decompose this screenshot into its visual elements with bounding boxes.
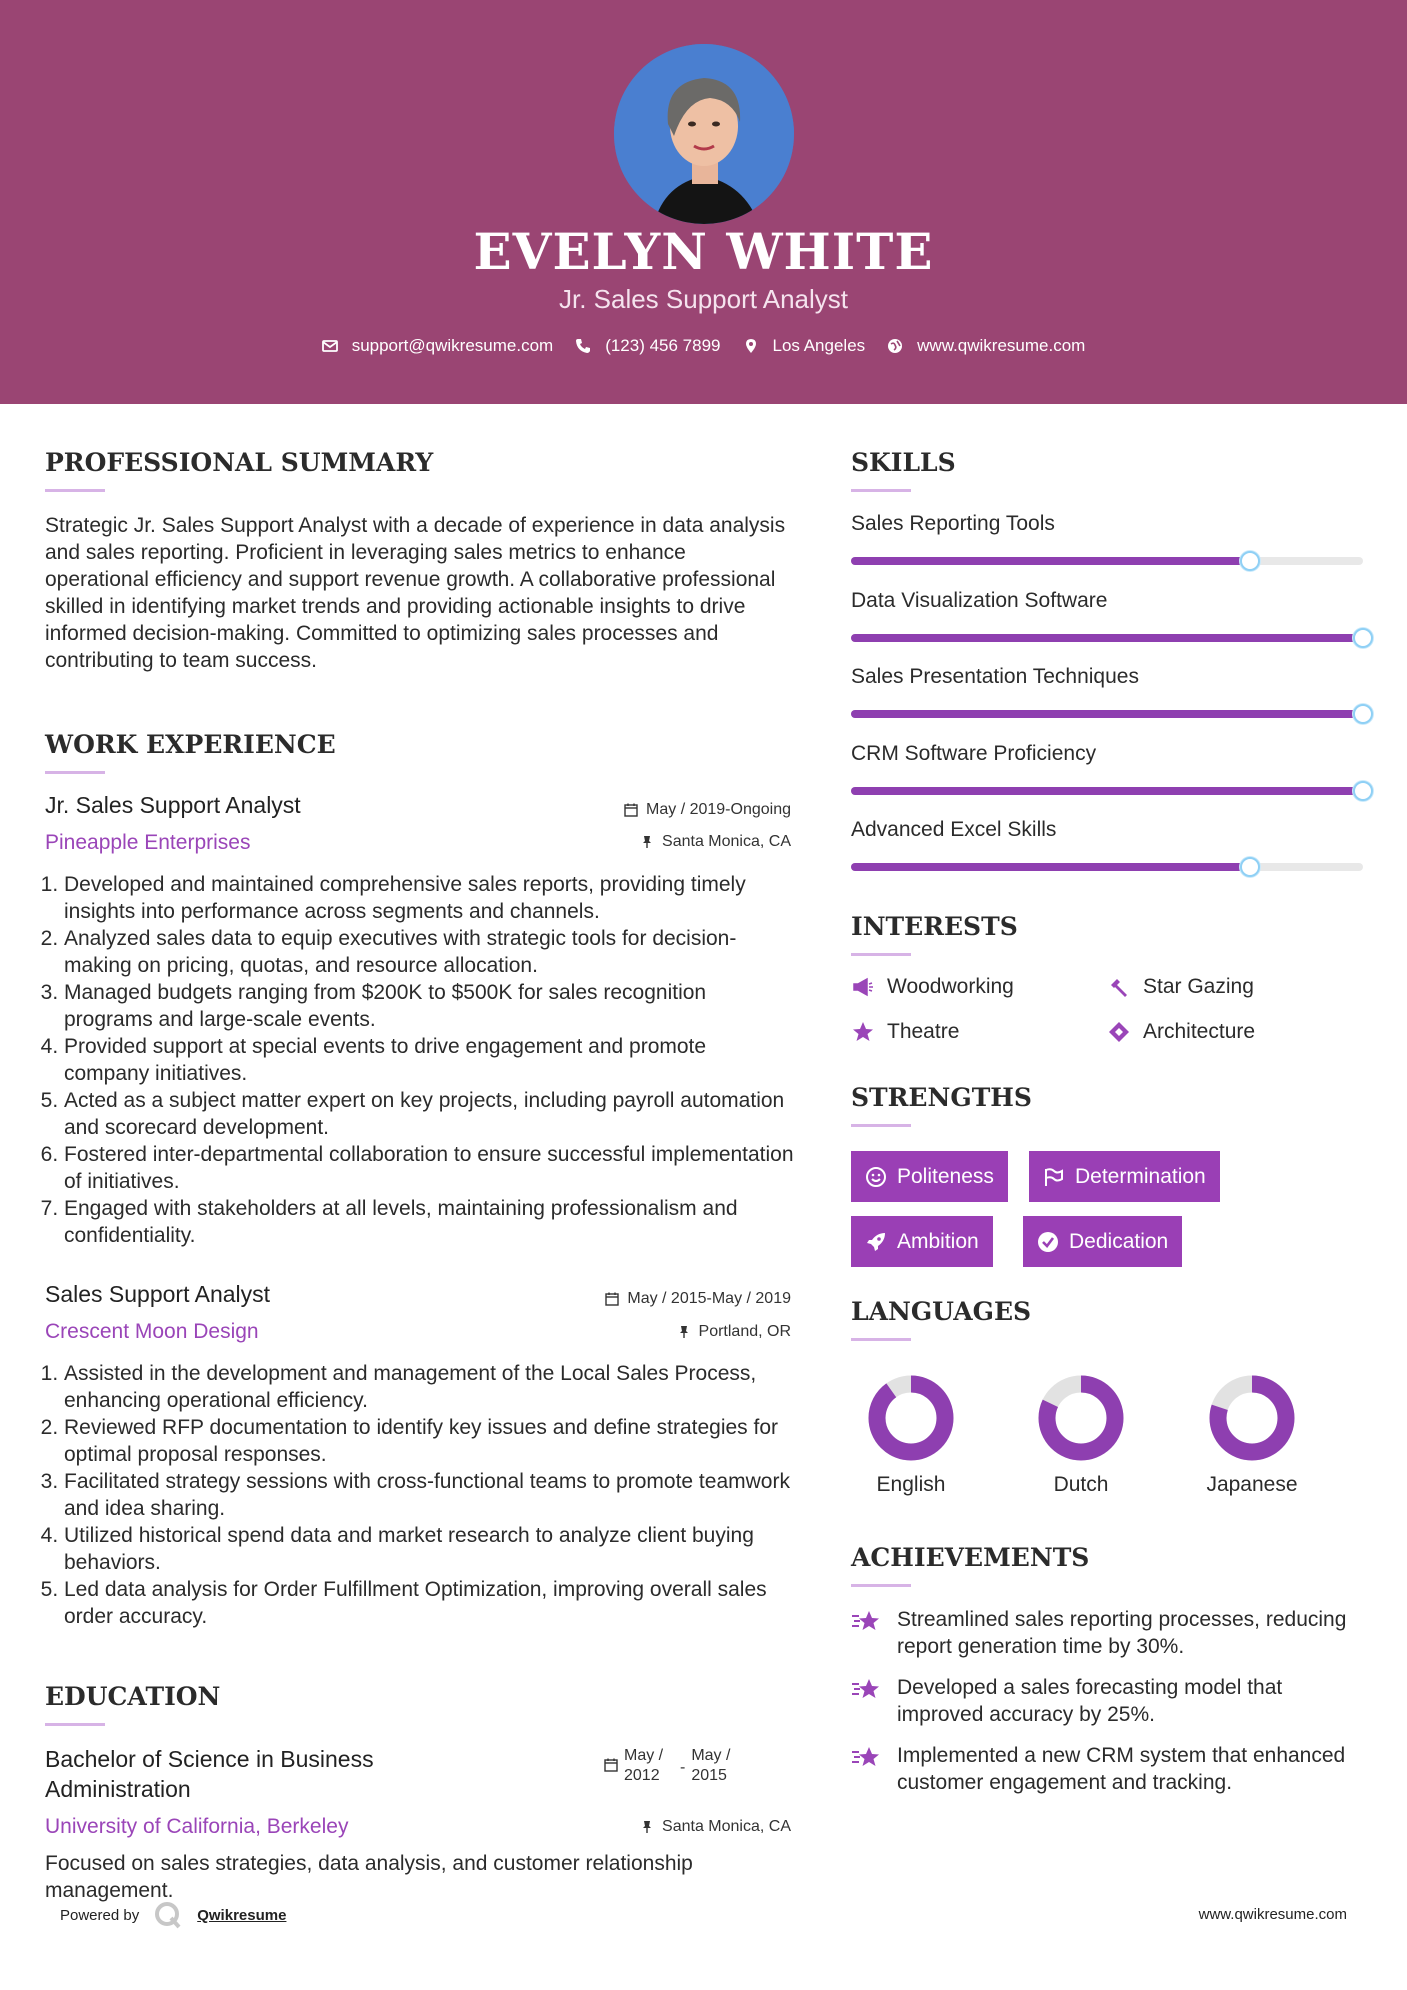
achievement-text: Implemented a new CRM system that enhanced customer engagement and tracking. [897,1744,1346,1794]
list-item: 2. Analyzed sales data to equip executives with strategic tools for decision-making on pricing, quotas, and resource allocation. [64,925,795,979]
job-date [500,1290,791,1308]
strength-tag [1029,1151,1220,1202]
strengths-divider [851,1124,911,1127]
strength-label: Politeness [897,1164,994,1188]
language-name: English [876,1473,946,1496]
job-bullets [45,871,795,1249]
contact-phone[interactable] [575,336,720,356]
star-icon [851,1020,875,1044]
skill-name: Sales Reporting Tools [851,512,1055,535]
language-item [1016,1375,1146,1497]
candidate-name: EVELYN WHITE [473,222,934,281]
skill-level-knob [1240,551,1260,571]
pin-icon [640,835,654,849]
experience-divider [45,771,105,774]
list-item: 1. Assisted in the development and management of the Local Sales Process, enhancing operational efficiency. [64,1360,795,1414]
list-item: 3. Facilitated strategy sessions with cross-functional teams to promote teamwork and idea sharing. [64,1468,795,1522]
skill-bar-fill [851,787,1363,795]
list-item: 6. Fostered inter-departmental collaboration to ensure successful implementation of initiatives. [64,1141,795,1195]
website-text: www.qwikresume.com [917,336,1086,355]
summary-text: Strategic Jr. Sales Support Analyst with a decade of experience in data analysis and sales reporting. Proficient in leveraging sales metrics to enhance operational efficiency and support revenue growth. A collaborative professional skilled in identifying market trends and providing actionable insights to drive informed decision-making. Committed to optimizing sales processes and contributing to team success. [45,514,786,672]
skill-bar [851,710,1363,718]
skill-bar [851,863,1363,871]
skill-name: Advanced Excel Skills [851,818,1057,841]
strength-label: Ambition [897,1229,979,1253]
language-donut [868,1375,954,1461]
language-name: Dutch [1053,1473,1109,1496]
strength-tag [851,1216,993,1267]
pin-icon [640,1820,654,1834]
skill-name: Sales Presentation Techniques [851,665,1139,688]
location-text: Los Angeles [772,336,866,355]
email-text: support@qwikresume.com [351,336,554,355]
skills-heading: SKILLS [851,448,956,477]
skill-bar [851,557,1363,565]
list-item: 2. Reviewed RFP documentation to identify key issues and define strategies for optimal proposal responses. [64,1414,795,1468]
job-date-text: May / 2015-May / 2019 [627,1290,791,1307]
achievement-text: Streamlined sales reporting processes, reducing report generation time by 30%. [897,1608,1347,1658]
education-location [500,1818,791,1836]
achievements-heading: ACHIEVEMENTS [851,1543,1090,1572]
language-item [1187,1375,1317,1497]
interest-item [1107,975,1254,999]
list-item: 7. Engaged with stakeholders at all levels, maintaining professionalism and confidentiality. [64,1195,795,1249]
strengths-heading: STRENGTHS [851,1083,1032,1112]
check-circle-icon [1037,1231,1059,1253]
job-location-text: Portland, OR [698,1323,791,1340]
calendar-icon [624,803,638,817]
summary-divider [45,489,105,492]
phone-icon [575,338,591,354]
achievement-item [851,1674,1371,1728]
company-name: Crescent Moon Design [45,1320,259,1343]
interests-divider [851,953,911,956]
ticket-icon [1107,1020,1131,1044]
skill-bar [851,634,1363,642]
shooting-star-icon [851,1744,883,1770]
powered-by [60,1900,286,1930]
phone-text: (123) 456 7899 [605,336,721,355]
gavel-icon [1107,975,1131,999]
footer-website[interactable]: www.qwikresume.com [1198,1906,1347,1923]
megaphone-icon [851,975,875,999]
interest-label: Architecture [1143,1020,1256,1043]
education-location-text: Santa Monica, CA [662,1818,791,1835]
rocket-icon [865,1231,887,1253]
donut-fill [877,1384,945,1452]
summary-heading: PROFESSIONAL SUMMARY [45,448,434,477]
skill-bar [851,787,1363,795]
degree-title: Bachelor of Science in Business Administration [45,1746,374,1802]
company-name: Pineapple Enterprises [45,831,251,854]
job-bullets [45,1360,795,1630]
school-name: University of California, Berkeley [45,1815,349,1838]
interest-label: Woodworking [887,975,1014,998]
education-date [604,1746,741,1786]
education-date-start: May / 2012 [624,1747,664,1784]
list-item: 5. Led data analysis for Order Fulfillment Optimization, improving overall sales order accuracy. [64,1576,795,1630]
education-date-separator: - [680,1759,686,1776]
contact-location [743,336,866,356]
header [0,0,1407,404]
language-name: Japanese [1206,1473,1298,1496]
calendar-icon [605,1292,619,1306]
education-heading: EDUCATION [45,1682,221,1711]
achievement-text: Developed a sales forecasting model that improved accuracy by 25%. [897,1676,1283,1726]
skill-bar-fill [851,634,1363,642]
strength-tag [1023,1216,1182,1267]
skill-name: CRM Software Proficiency [851,741,1097,765]
list-item: 4. Provided support at special events to drive engagement and promote company initiatives. [64,1033,795,1087]
experience-heading: WORK EXPERIENCE [45,730,336,759]
contact-website[interactable] [887,336,1085,356]
contact-email[interactable] [322,336,554,356]
skill-bar-fill [851,710,1363,718]
language-donut [1038,1375,1124,1461]
skills-divider [851,489,911,492]
strength-label: Dedication [1069,1229,1169,1253]
shooting-star-icon [851,1676,883,1702]
smile-icon [865,1166,887,1188]
list-item: 5. Acted as a subject matter expert on key projects, including payroll automation and scorecard development. [64,1087,795,1141]
list-item: 3. Managed budgets ranging from $200K to $500K for sales recognition programs and large-scale events. [64,979,795,1033]
interest-item [851,1020,959,1044]
interest-item [851,975,1014,999]
flag-icon [1043,1166,1065,1188]
education-description: Focused on sales strategies, data analysis, and customer relationship management. [45,1852,693,1902]
profile-photo [614,44,794,224]
map-pin-icon [743,338,759,354]
job-title: Jr. Sales Support Analyst [45,792,301,818]
pin-icon [677,1325,691,1339]
list-item: 4. Utilized historical spend data and market research to analyze client buying behaviors. [64,1522,795,1576]
contact-bar [0,336,1407,356]
shooting-star-icon [851,1608,883,1634]
job-location [500,833,791,851]
skill-name: Data Visualization Software [851,588,1108,612]
education-divider [45,1723,105,1726]
skill-level-knob [1240,857,1260,877]
language-item [846,1375,976,1497]
job-date-text: May / 2019-Ongoing [646,801,791,818]
job-date [500,801,791,819]
achievement-item [851,1606,1371,1660]
achievements-divider [851,1584,911,1587]
brand-link[interactable]: Qwikresume [197,1906,287,1924]
interests-heading: INTERESTS [851,912,1018,941]
list-item: 1. Developed and maintained comprehensive sales reports, providing timely insights into performance across segments and channels. [64,871,795,925]
calendar-icon [604,1758,618,1772]
candidate-title: Jr. Sales Support Analyst [558,284,849,314]
strength-label: Determination [1075,1164,1206,1188]
interest-item [1107,1020,1255,1044]
skill-level-knob [1353,781,1373,801]
skill-level-knob [1353,628,1373,648]
education-date-end: May / 2015 [691,1747,731,1784]
skill-bar-fill [851,863,1250,871]
interest-label: Star Gazing [1143,975,1254,998]
skill-level-knob [1353,704,1373,724]
globe-icon [887,338,903,354]
job-location [500,1323,791,1341]
languages-heading: LANGUAGES [851,1297,1032,1326]
language-donut [1209,1375,1295,1461]
languages-divider [851,1338,911,1341]
interest-label: Theatre [887,1020,960,1043]
strength-tag [851,1151,1008,1202]
job-title: Sales Support Analyst [45,1281,271,1307]
envelope-icon [322,338,338,354]
job-location-text: Santa Monica, CA [662,833,791,850]
powered-by-label: Powered by [60,1906,140,1924]
skill-bar-fill [851,557,1250,565]
achievement-item [851,1742,1371,1796]
qwikresume-logo-icon [153,1900,183,1930]
